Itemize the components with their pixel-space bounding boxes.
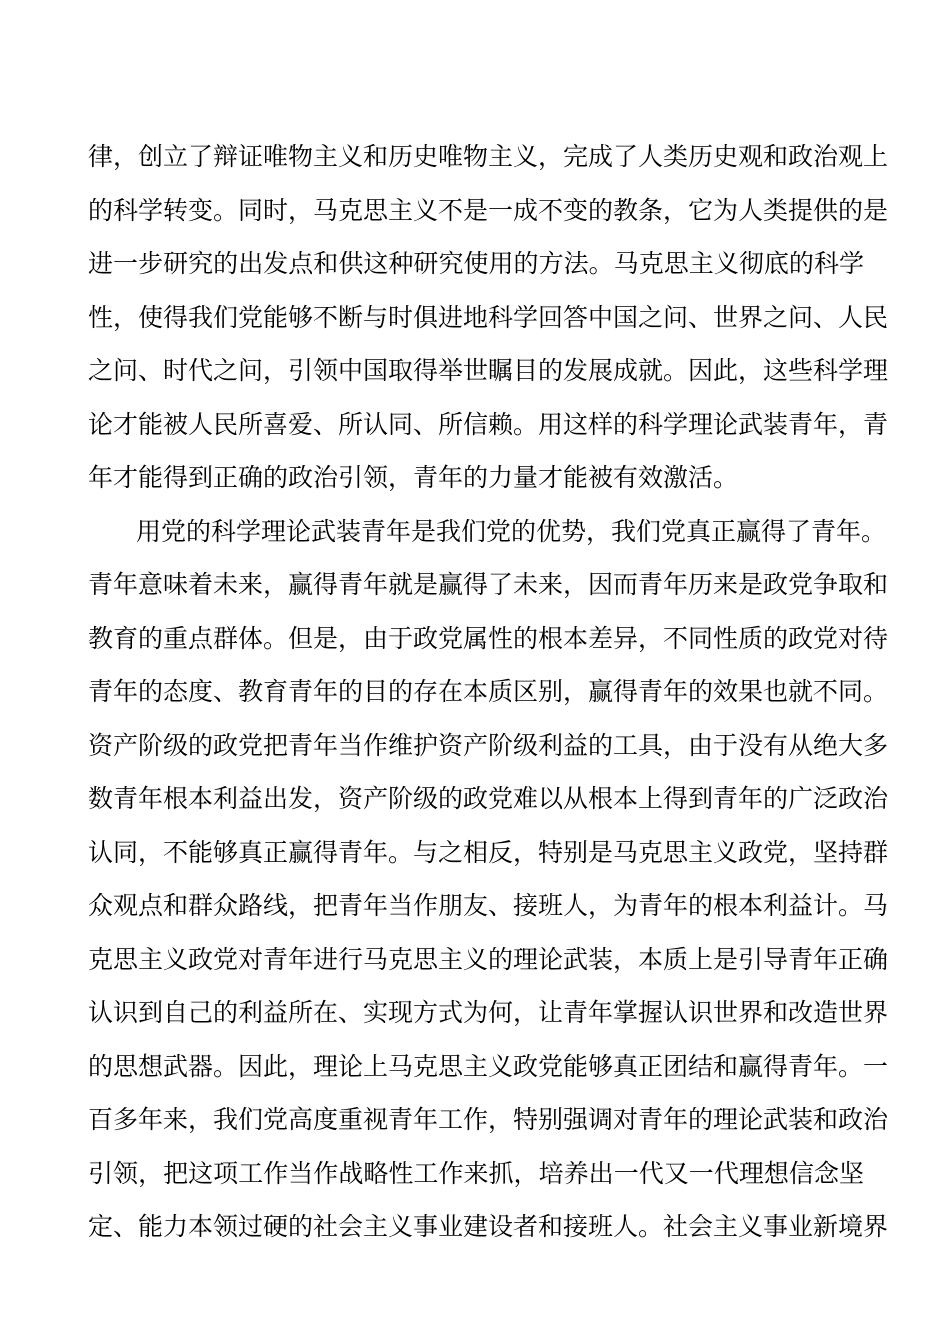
text-line: 青年意味着未来，赢得青年就是赢得了未来，因而青年历来是政党争取和 [88,570,889,599]
text-line: 律，创立了辩证唯物主义和历史唯物主义，完成了人类历史观和政治观上 [88,142,889,171]
text-line: 克思主义政党对青年进行马克思主义的理论武装，本质上是引导青年正确 [88,944,889,974]
text-line: 众观点和群众路线，把青年当作朋友、接班人，为青年的根本利益计。马 [88,891,889,920]
text-line: 的科学转变。同时，马克思主义不是一成不变的教条，它为人类提供的是 [88,195,889,225]
text-line: 青年的态度、教育青年的目的存在本质区别，赢得青年的效果也就不同。 [88,677,889,706]
text-line: 之问、时代之问，引领中国取得举世瞩目的发展成就。因此，这些科学理 [88,356,889,385]
text-line: 定、能力本领过硬的社会主义事业建设者和接班人。社会主义事业新境界 [88,1212,889,1241]
text-line: 数青年根本利益出发，资产阶级的政党难以从根本上得到青年的广泛政治 [88,784,889,813]
text-line: 用党的科学理论武装青年是我们党的优势，我们党真正赢得了青年。 [136,516,887,546]
text-line: 教育的重点群体。但是，由于政党属性的根本差异，不同性质的政党对待 [88,623,889,653]
text-line: 资产阶级的政党把青年当作维护资产阶级利益的工具，由于没有从绝大多 [88,730,889,760]
text-line: 的思想武器。因此，理论上马克思主义政党能够真正团结和赢得青年。一 [88,1051,889,1081]
text-line: 进一步研究的出发点和供这种研究使用的方法。马克思主义彻底的科学 [88,249,864,278]
text-line: 引领，把这项工作当作战略性工作来抓，培养出一代又一代理想信念坚 [88,1158,864,1188]
text-line: 年才能得到正确的政治引领，青年的力量才能被有效激活。 [88,463,739,492]
text-line: 百多年来，我们党高度重视青年工作，特别强调对青年的理论武装和政治 [88,1105,889,1134]
text-line: 论才能被人民所喜爱、所认同、所信赖。用这样的科学理论武装青年，青 [88,409,889,439]
text-line: 认识到自己的利益所在、实现方式为何，让青年掌握认识世界和改造世界 [88,998,889,1027]
body-text [88,130,889,1254]
text-line: 认同，不能够真正赢得青年。与之相反，特别是马克思主义政党，坚持群 [88,837,889,867]
text-line: 性，使得我们党能够不断与时俱进地科学回答中国之问、世界之问、人民 [88,302,889,332]
